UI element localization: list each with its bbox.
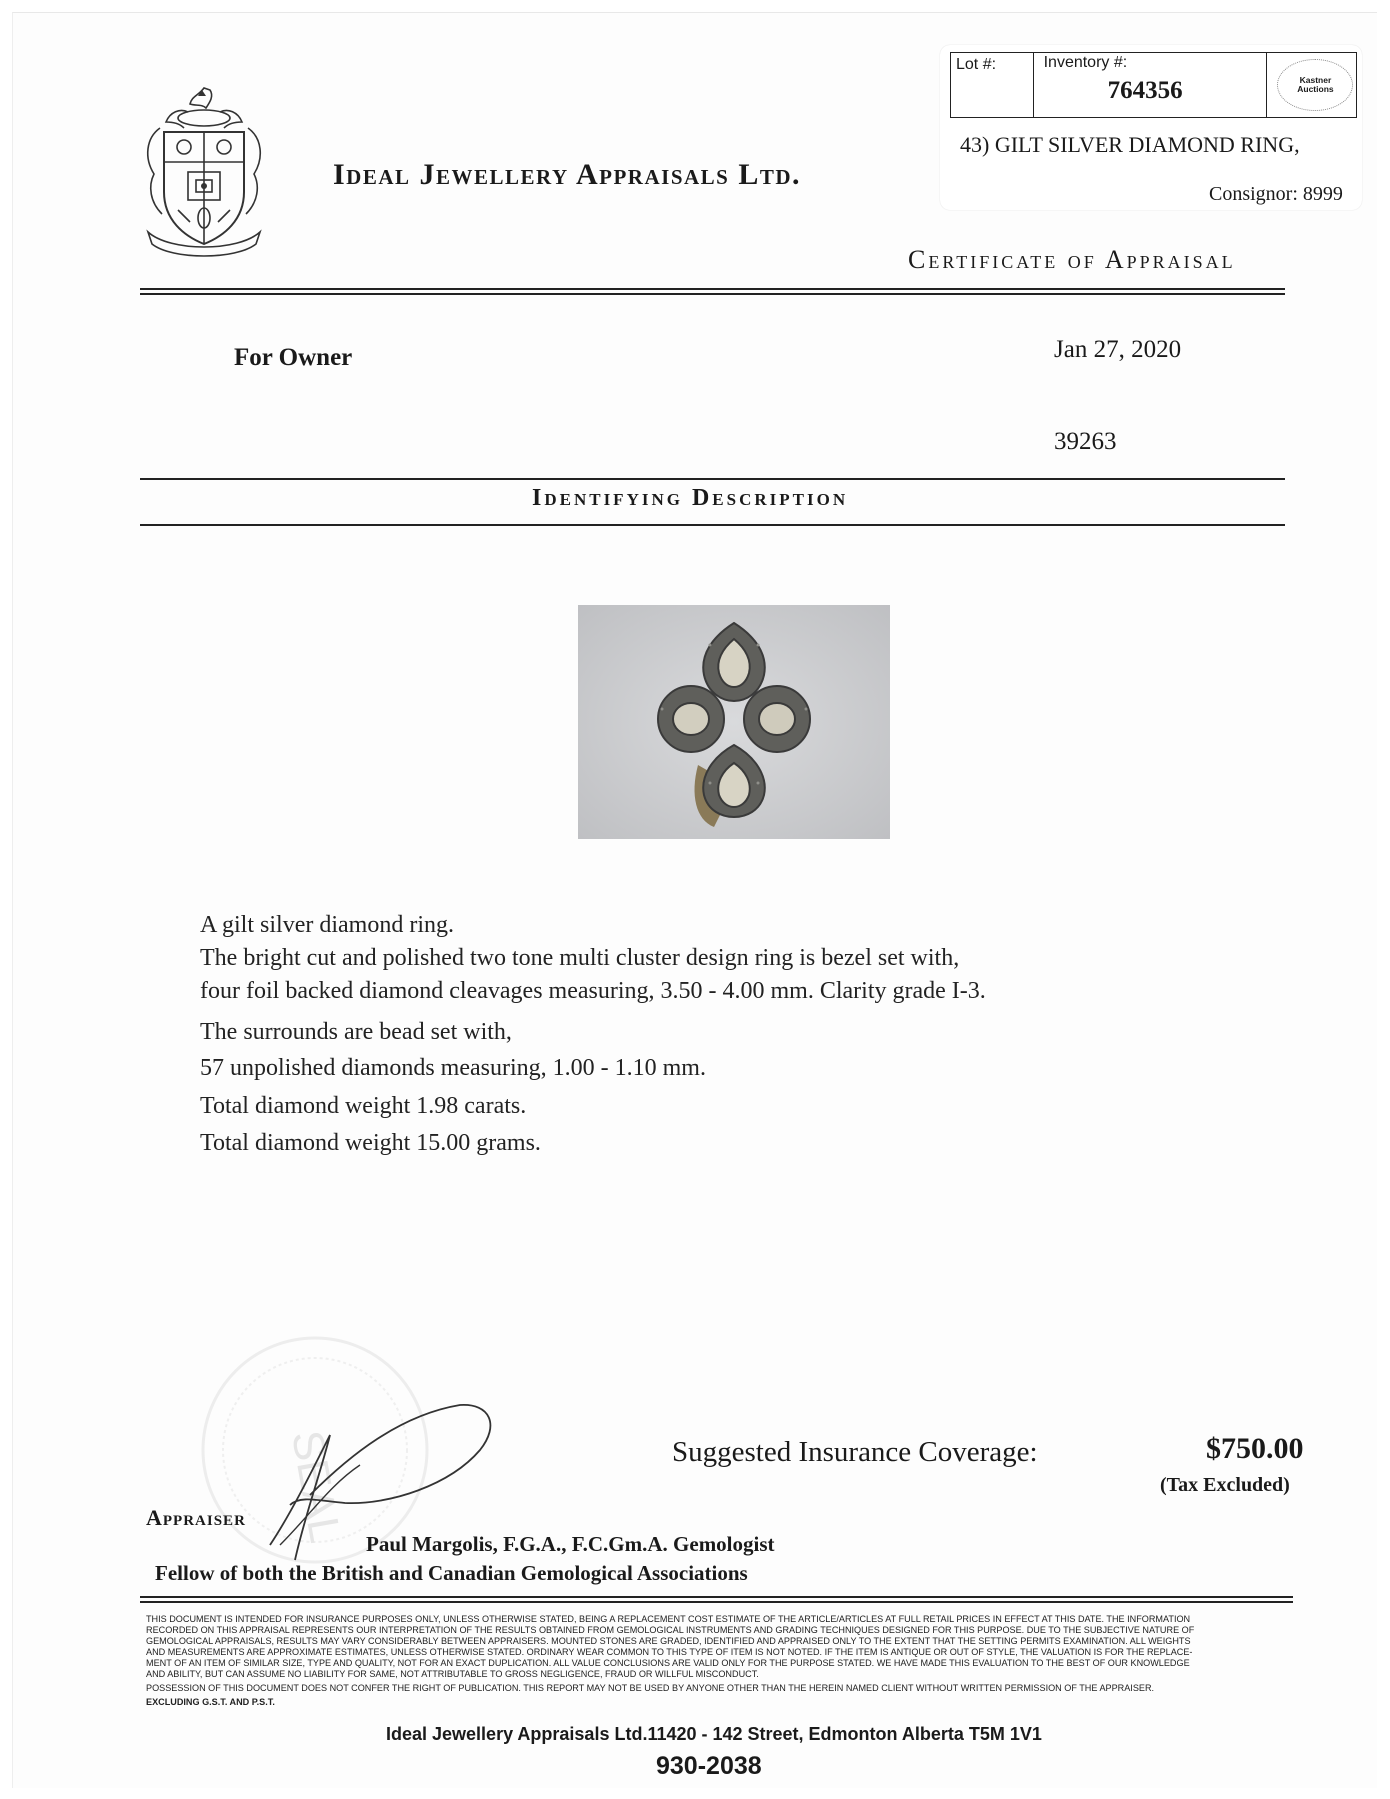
header-rule-2 (140, 293, 1285, 295)
lot-item-title: 43) GILT SILVER DIAMOND RING, (960, 132, 1300, 157)
header-rule-1 (140, 288, 1285, 290)
appraiser-name: Paul Margolis, F.G.A., F.C.Gm.A. Gemologist (366, 1532, 775, 1556)
inventory-value: 764356 (1107, 77, 1183, 104)
lot-table (950, 52, 1357, 118)
description-line-2: The bright cut and polished two tone multi cluster design ring is bezel set with, (200, 945, 960, 971)
disclaimer-line-3: GEMOLOGICAL APPRAISALS, RESULTS MAY VARY CONSIDERABLY BETWEEN APPRAISERS. MOUNTED STONES ARE GRADED, IDENTIFIED AND APPRAISED ONLY TO THE EXTENT THAT THE SETTING PERMITS EXAMINATION. ALL WEIGHTS (146, 1636, 1191, 1646)
section-title: Identifying Description (532, 485, 849, 511)
insurance-amount: $750.00 (1206, 1432, 1304, 1465)
appraisal-date: Jan 27, 2020 (1054, 336, 1182, 363)
company-phone: 930-2038 (656, 1752, 762, 1780)
disclaimer-line-6: AND ABILITY, BUT CAN ASSUME NO LIABILITY FOR SAME, NOT ATTRIBUTABLE TO GROSS NEGLIGENCE, FRAUD OR WILLFUL MISCONDUCT. (146, 1669, 759, 1679)
insurance-label: Suggested Insurance Coverage: (672, 1436, 1038, 1468)
footer-rule-1 (140, 1596, 1293, 1598)
disclaimer-line-7: POSSESSION OF THIS DOCUMENT DOES NOT CONFER THE RIGHT OF PUBLICATION. THIS REPORT MAY NOT BE USED BY ANYONE OTHER THAN THE HEREIN NAMED CLIENT WITHOUT WRITTEN PERMISSION OF THE APPRAISER. (146, 1683, 1155, 1693)
reference-number: 39263 (1054, 428, 1117, 455)
description-line-1: A gilt silver diamond ring. (200, 912, 454, 938)
inventory-cell (1034, 53, 1268, 117)
disclaimer-line-5: MENT OF AN ITEM OF SIMILAR SIZE, TYPE AND QUALITY, NOT FOR AN EXACT DUPLICATION. ALL VALUE CONCLUSIONS ARE VALID ONLY FOR THE PURPOSE STATED. WE HAVE MADE THIS EVALUATION TO THE BEST OF OUR KNOWLEDGE (146, 1658, 1190, 1668)
description-line-5: 57 unpolished diamonds measuring, 1.00 - 1.10 mm. (200, 1055, 706, 1081)
crest-icon (140, 82, 268, 262)
disclaimer-line-2: RECORDED ON THIS APPRAISAL REPRESENTS OUR INTERPRETATION OF THE RESULTS OBTAINED FROM GEMOLOGICAL INSTRUMENTS AND GRADING TECHNIQUES DESIGNED FOR THIS PURPOSE. DUE TO THE SUBJECTIVE NATURE OF (146, 1625, 1195, 1635)
logo-cell (1267, 53, 1356, 117)
seal-text: SEAL (281, 1427, 350, 1547)
tax-exclusion: EXCLUDING G.S.T. AND P.S.T. (146, 1697, 275, 1707)
appraiser-fellowship: Fellow of both the British and Canadian Gemological Associations (155, 1561, 748, 1585)
kastner-logo-icon (1277, 59, 1353, 111)
description-line-6: Total diamond weight 1.98 carats. (200, 1093, 527, 1119)
consignor: Consignor: 8999 (1209, 183, 1343, 205)
certificate-title: Certificate of Appraisal (908, 245, 1236, 274)
footer-rule-2 (140, 1601, 1293, 1603)
ring-photo (578, 605, 890, 839)
disclaimer-line-1: THIS DOCUMENT IS INTENDED FOR INSURANCE PURPOSES ONLY, UNLESS OTHERWISE STATED, BEING A REPLACEMENT COST ESTIMATE OF THE ARTICLE/ARTICLES AT FULL RETAIL PRICES IN EFFECT AT THIS DATE. THE INFORMATION (146, 1614, 1191, 1624)
lot-cell (951, 53, 1034, 117)
disclaimer-line-4: AND MEASUREMENTS ARE APPROXIMATE ESTIMATES, UNLESS OTHERWISE STATED. ORDINARY WEAR COMMON TO THIS TYPE OF ITEM IS NOT NOTED. IF THE ITEM IS ANTIQUE OR OUT OF STYLE, THE VALUATION IS FOR THE REPLACE- (146, 1647, 1193, 1657)
section-rule-top (140, 478, 1285, 480)
section-rule-bottom (140, 524, 1285, 526)
description-line-4: The surrounds are bead set with, (200, 1019, 512, 1045)
description-line-3: four foil backed diamond cleavages measuring, 3.50 - 4.00 mm. Clarity grade I-3. (200, 978, 986, 1004)
company-address: Ideal Jewellery Appraisals Ltd.11420 - 142 Street, Edmonton Alberta T5M 1V1 (386, 1724, 1042, 1744)
description-line-7: Total diamond weight 15.00 grams. (200, 1130, 541, 1156)
company-name: Ideal Jewellery Appraisals Ltd. (333, 158, 802, 191)
appraiser-label: Appraiser (146, 1505, 246, 1530)
tax-note: (Tax Excluded) (1160, 1474, 1290, 1496)
lot-label: Lot #: (956, 56, 997, 73)
recipient: For Owner (234, 344, 353, 371)
logo-text: Kastner Auctions (1297, 75, 1334, 94)
inventory-label: Inventory #: (1043, 54, 1128, 71)
